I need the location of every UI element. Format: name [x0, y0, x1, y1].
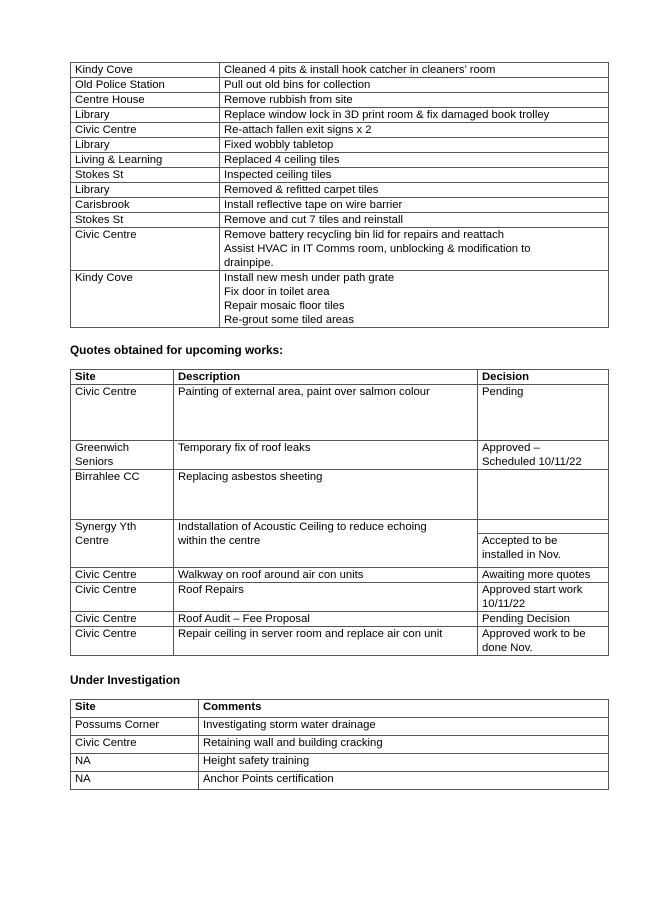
- table-row: [71, 63, 609, 78]
- cell-line: Fixed wobbly tabletop: [224, 139, 334, 151]
- decision-cell: [478, 385, 609, 441]
- table-row: [71, 123, 609, 138]
- cell-line: Centre: [75, 535, 109, 547]
- cell-line: Roof Repairs: [178, 584, 244, 596]
- decision-cell: [478, 612, 609, 627]
- cell-line: Remove rubbish from site: [224, 94, 353, 106]
- site-cell: [71, 385, 174, 441]
- site-cell: [71, 520, 174, 568]
- cell-line: Approved work to be: [482, 628, 586, 640]
- cell-line: Approved start work: [482, 584, 583, 596]
- site-cell: Possums Corner: [71, 718, 199, 736]
- table-row: [71, 612, 609, 627]
- quotes-table: [70, 369, 609, 656]
- description-cell: [174, 385, 478, 441]
- site-cell: Library: [71, 138, 220, 153]
- site-cell: Living & Learning: [71, 153, 220, 168]
- table-row: [71, 168, 609, 183]
- table-row: [71, 627, 609, 656]
- task-cell: [220, 153, 609, 168]
- description-cell: [174, 627, 478, 656]
- cell-line: Fix door in toilet area: [224, 286, 330, 298]
- site-cell: [71, 583, 174, 612]
- cell-line: Roof Audit – Fee Proposal: [178, 613, 310, 625]
- cell-line: Walkway on roof around air con units: [178, 569, 364, 581]
- cell-line: Re-attach fallen exit signs x 2: [224, 124, 372, 136]
- description-cell: [174, 441, 478, 470]
- table-row: [71, 78, 609, 93]
- description-cell: [174, 568, 478, 583]
- description-cell: [174, 583, 478, 612]
- site-cell: Library: [71, 183, 220, 198]
- cell-line: installed in Nov.: [482, 549, 561, 561]
- table-row: [71, 198, 609, 213]
- investigation-header-row: [71, 700, 609, 718]
- comments-cell: Investigating storm water drainage: [199, 718, 609, 736]
- table-row: [71, 93, 609, 108]
- site-cell: [71, 441, 174, 470]
- table-row: [71, 108, 609, 123]
- cell-line: Civic Centre: [75, 584, 137, 596]
- quotes-header-description: Description: [174, 370, 478, 385]
- cell-line: Civic Centre: [75, 386, 137, 398]
- table-row: [71, 441, 609, 470]
- site-cell: Civic Centre: [71, 123, 220, 138]
- cell-line: Awaiting more quotes: [482, 569, 591, 581]
- cell-line: Civic Centre: [75, 628, 137, 640]
- quotes-header-decision: Decision: [478, 370, 609, 385]
- cell-line: Civic Centre: [75, 613, 137, 625]
- task-cell: [220, 228, 609, 271]
- cell-line: Scheduled 10/11/22: [482, 456, 582, 468]
- cell-line: Temporary fix of roof leaks: [178, 442, 311, 454]
- description-cell: [174, 612, 478, 627]
- cell-line: 10/11/22: [482, 598, 526, 610]
- cell-line: Accepted to be: [482, 535, 558, 547]
- cell-line: Birrahlee CC: [75, 471, 140, 483]
- cell-line: drainpipe.: [224, 257, 274, 269]
- table-row: [71, 736, 609, 754]
- decision-cell: [478, 441, 609, 470]
- decision-text: [478, 534, 608, 562]
- cell-line: Pending: [482, 386, 524, 398]
- cell-line: Seniors: [75, 456, 114, 468]
- comments-cell: Height safety training: [199, 754, 609, 772]
- investigation-heading: Under Investigation: [70, 673, 181, 687]
- site-cell: Kindy Cove: [71, 271, 220, 328]
- table-row: [71, 213, 609, 228]
- site-cell: [71, 627, 174, 656]
- task-cell: [220, 271, 609, 328]
- completed-works-table: [70, 62, 609, 328]
- task-cell: [220, 213, 609, 228]
- site-cell: Kindy Cove: [71, 63, 220, 78]
- cell-line: Replace window lock in 3D print room & fix damaged book trolley: [224, 109, 550, 121]
- site-cell: [71, 568, 174, 583]
- cell-line: Indstallation of Acoustic Ceiling to reduce echoing: [178, 521, 427, 533]
- cell-line: done Nov.: [482, 642, 533, 654]
- task-cell: [220, 93, 609, 108]
- quotes-heading: Quotes obtained for upcoming works:: [70, 343, 284, 357]
- site-cell: NA: [71, 772, 199, 790]
- comments-cell: Retaining wall and building cracking: [199, 736, 609, 754]
- cell-line: Cleaned 4 pits & install hook catcher in cleaners’ room: [224, 64, 496, 76]
- table-row: [71, 754, 609, 772]
- table-row: [71, 583, 609, 612]
- site-cell: Centre House: [71, 93, 220, 108]
- table-row: [71, 385, 609, 441]
- table-row: [71, 138, 609, 153]
- table-row: [71, 153, 609, 168]
- site-cell: Stokes St: [71, 168, 220, 183]
- cell-line: Pending Decision: [482, 613, 570, 625]
- table-row: [71, 568, 609, 583]
- site-cell: Carisbrook: [71, 198, 220, 213]
- table-row: [71, 470, 609, 520]
- description-cell: [174, 520, 478, 568]
- site-cell: Stokes St: [71, 213, 220, 228]
- task-cell: [220, 108, 609, 123]
- decision-cell-divider: [478, 520, 608, 534]
- table-row: [71, 520, 609, 568]
- cell-line: Assist HVAC in IT Comms room, unblocking & modification to: [224, 243, 531, 255]
- table-row: [71, 718, 609, 736]
- task-cell: [220, 78, 609, 93]
- site-cell: Civic Centre: [71, 736, 199, 754]
- decision-cell: [478, 470, 609, 520]
- investigation-table: [70, 699, 609, 790]
- cell-line: Repair mosaic floor tiles: [224, 300, 345, 312]
- decision-cell: [478, 583, 609, 612]
- site-cell: NA: [71, 754, 199, 772]
- task-cell: [220, 123, 609, 138]
- task-cell: [220, 183, 609, 198]
- cell-line: Pull out old bins for collection: [224, 79, 371, 91]
- cell-line: Replacing asbestos sheeting: [178, 471, 323, 483]
- cell-line: Install reflective tape on wire barrier: [224, 199, 403, 211]
- quotes-header-site: Site: [71, 370, 174, 385]
- cell-line: Civic Centre: [75, 569, 137, 581]
- cell-line: Install new mesh under path grate: [224, 272, 395, 284]
- cell-line: Painting of external area, paint over salmon colour: [178, 386, 430, 398]
- cell-line: Inspected ceiling tiles: [224, 169, 332, 181]
- description-cell: [174, 470, 478, 520]
- cell-line: Replaced 4 ceiling tiles: [224, 154, 340, 166]
- cell-line: Synergy Yth: [75, 521, 137, 533]
- site-cell: Civic Centre: [71, 228, 220, 271]
- cell-line: Approved –: [482, 442, 540, 454]
- cell-line: Removed & refitted carpet tiles: [224, 184, 379, 196]
- decision-cell: [478, 627, 609, 656]
- table-row: [71, 772, 609, 790]
- cell-line: within the centre: [178, 535, 261, 547]
- table-row: [71, 271, 609, 328]
- site-cell: [71, 470, 174, 520]
- cell-line: Remove battery recycling bin lid for repairs and reattach: [224, 229, 505, 241]
- task-cell: [220, 138, 609, 153]
- site-cell: Old Police Station: [71, 78, 220, 93]
- cell-line: Re-grout some tiled areas: [224, 314, 354, 326]
- cell-line: Remove and cut 7 tiles and reinstall: [224, 214, 403, 226]
- investigation-header-site: Site: [71, 700, 199, 718]
- task-cell: [220, 63, 609, 78]
- comments-cell: Anchor Points certification: [199, 772, 609, 790]
- site-cell: [71, 612, 174, 627]
- table-row: [71, 228, 609, 271]
- task-cell: [220, 198, 609, 213]
- decision-cell: [478, 568, 609, 583]
- decision-cell: [478, 520, 609, 568]
- cell-line: Repair ceiling in server room and replace air con unit: [178, 628, 443, 640]
- task-cell: [220, 168, 609, 183]
- quotes-header-row: [71, 370, 609, 385]
- site-cell: Library: [71, 108, 220, 123]
- table-row: [71, 183, 609, 198]
- cell-line: Greenwich: [75, 442, 129, 454]
- investigation-header-comments: Comments: [199, 700, 609, 718]
